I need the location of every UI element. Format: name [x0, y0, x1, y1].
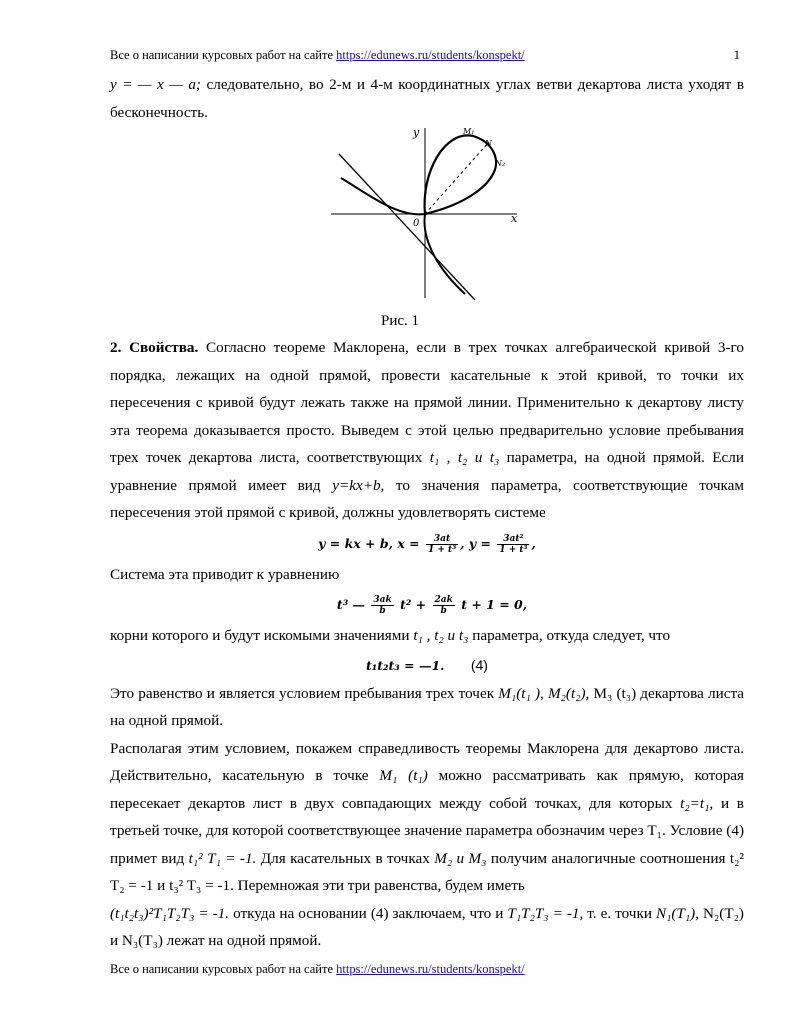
paragraph-proof	[110, 735, 744, 900]
product-expr: t₁t₂t₃ = —1.	[366, 657, 445, 673]
product-formula	[110, 650, 744, 680]
fraction-x-num: 3at	[426, 534, 458, 545]
header-link[interactable]: https://edunews.ru/students/konspekt/	[336, 48, 525, 62]
p4-text-b: M₃ (t₃) декартова листа на одной прямой.	[110, 684, 745, 729]
footer-link[interactable]: https://edunews.ru/students/konspekt/	[336, 962, 525, 976]
system-formula	[110, 527, 744, 561]
fraction-eq2-num: 2ak	[434, 595, 453, 605]
label-x: x	[511, 212, 518, 225]
p3-params: t₁ , t₂ и t₃	[413, 627, 469, 644]
header-text: Все о написании курсовых работ на сайте	[110, 48, 337, 62]
paragraph-properties	[110, 334, 744, 527]
p4-m1: M₁(t₁ ),	[498, 684, 544, 702]
eq-part-b: t² +	[395, 597, 431, 612]
main-text	[110, 334, 744, 955]
p5-text-b: можно рассматривать как прямую, которая пересекает декартов лист в двух совпадающих между собой точках, для которых	[110, 767, 745, 812]
section-heading: 2. Свойства.	[110, 339, 199, 356]
p6-n1: N₁(T₁),	[655, 904, 700, 922]
cubic-equation	[110, 588, 744, 622]
fraction-y	[497, 534, 529, 555]
p5-text-c: и в третьей точке, для которой соответствующее значение параметра обозначим через T₁. Условие (4) примет вид	[110, 794, 744, 867]
label-n2: N₂	[495, 159, 506, 168]
system-part1: y = kx + b, x =	[318, 535, 424, 551]
p1-text-c: то значения параметра, соответствующие точкам пересечения этой прямой с кривой, должны удовлетворять системе	[110, 476, 744, 521]
p3-text-a: корни которого и будут искомыми значениями	[110, 627, 414, 644]
paragraph-roots	[110, 622, 744, 650]
folium-branch-left	[341, 178, 425, 214]
fraction-eq2-den: b	[440, 606, 447, 616]
p6-expr: (t₁t₂t₃)²T₁T₂T₃ = -1.	[110, 904, 230, 922]
label-origin: 0	[413, 218, 420, 229]
figure-caption: Рис. 1	[380, 313, 420, 329]
p6-result: T₁T₂T₃ = -1,	[507, 904, 584, 922]
p1-text-a: Согласно теореме Маклорена, если в трех точках алгебраической кривой 3-го порядка, лежащих на одной прямой, провести касательные к этой кривой, то точки их пересечения с кривой будут лежать также на прямой линии. Применительно к декартову листу эта теорема доказывается просто. Выведем с этой целью предварительно условие пребывания трех точек декартова листа, соответствующих	[110, 339, 744, 466]
equation-number: (4)	[470, 656, 488, 673]
intro-paragraph	[110, 71, 744, 126]
footer-text: Все о написании курсовых работ на сайте	[110, 962, 337, 976]
label-n: N	[485, 139, 492, 148]
system-part2: , y =	[460, 535, 496, 551]
paragraph-condition	[110, 680, 744, 735]
p6-text-d: т. е. точки	[583, 904, 656, 922]
p5-eq: t₂=t₁,	[680, 794, 714, 812]
p4-text-a: Это равенство и является условием пребывания трех точек	[110, 684, 499, 702]
system-part3: ,	[531, 535, 536, 551]
asymptote-line	[339, 154, 475, 300]
p5-text-e: получим аналогичные соотношения t₂² T₂ = -1 и t₃² T₃ = -1. Перемножая эти три равенства, будем иметь	[110, 849, 744, 894]
fraction-y-den: 1 + t³	[499, 544, 528, 555]
p1-params: t₁ , t₂ и t₃	[429, 449, 500, 466]
p5-text-d: Для касательных в точках	[256, 849, 435, 867]
p3-text-b: параметра, откуда следует, что	[468, 627, 671, 644]
p5-m1: M₁ (t₁)	[379, 767, 428, 784]
fraction-x	[426, 534, 458, 555]
fraction-eq2	[433, 595, 455, 616]
label-m1: M₁	[463, 127, 475, 136]
fraction-x-den: 1 + t³	[427, 544, 457, 555]
paragraph-conclusion	[110, 900, 744, 955]
paragraph-system: Система эта приводит к уравнению	[110, 565, 340, 583]
p1-text-b: параметра, на одной прямой. Если уравнение прямой имеет вид	[110, 449, 745, 494]
p5-text-a: Располагая этим условием, покажем справедливость теоремы Маклорена для декартово листа. Действительно, касательную в точке	[110, 739, 744, 784]
fraction-eq1-num: 3ak	[373, 595, 392, 605]
page-number: 1	[733, 48, 740, 62]
folium-figure	[325, 122, 535, 302]
p6-text-f: N₂(T₂) и N₃(T₃) лежат на одной прямой.	[110, 904, 744, 949]
p6-text-b: откуда на основании (4) заключаем, что и	[229, 904, 508, 922]
intro-formula: y = — x — a;	[110, 76, 201, 93]
p5-m23: M₂ и M₃	[434, 849, 487, 867]
p5-condition: t₁² T₁ = -1.	[188, 849, 257, 867]
fraction-eq1-den: b	[379, 606, 386, 616]
fraction-eq1	[371, 595, 393, 616]
p1-line-eq: y=kx+b,	[332, 476, 385, 494]
eq-part-c: t + 1 = 0,	[456, 597, 528, 612]
p4-m2: M₂(t₂),	[543, 684, 590, 702]
page-footer	[110, 962, 740, 977]
intro-text: следовательно, во 2-м и 4-м координатных углах ветви декартова листа уходят в бесконечность.	[110, 76, 745, 121]
page-header	[110, 48, 740, 63]
eq-part-a: t³ —	[336, 597, 370, 612]
label-y: y	[413, 126, 420, 139]
fraction-y-num: 3at²	[497, 534, 529, 545]
